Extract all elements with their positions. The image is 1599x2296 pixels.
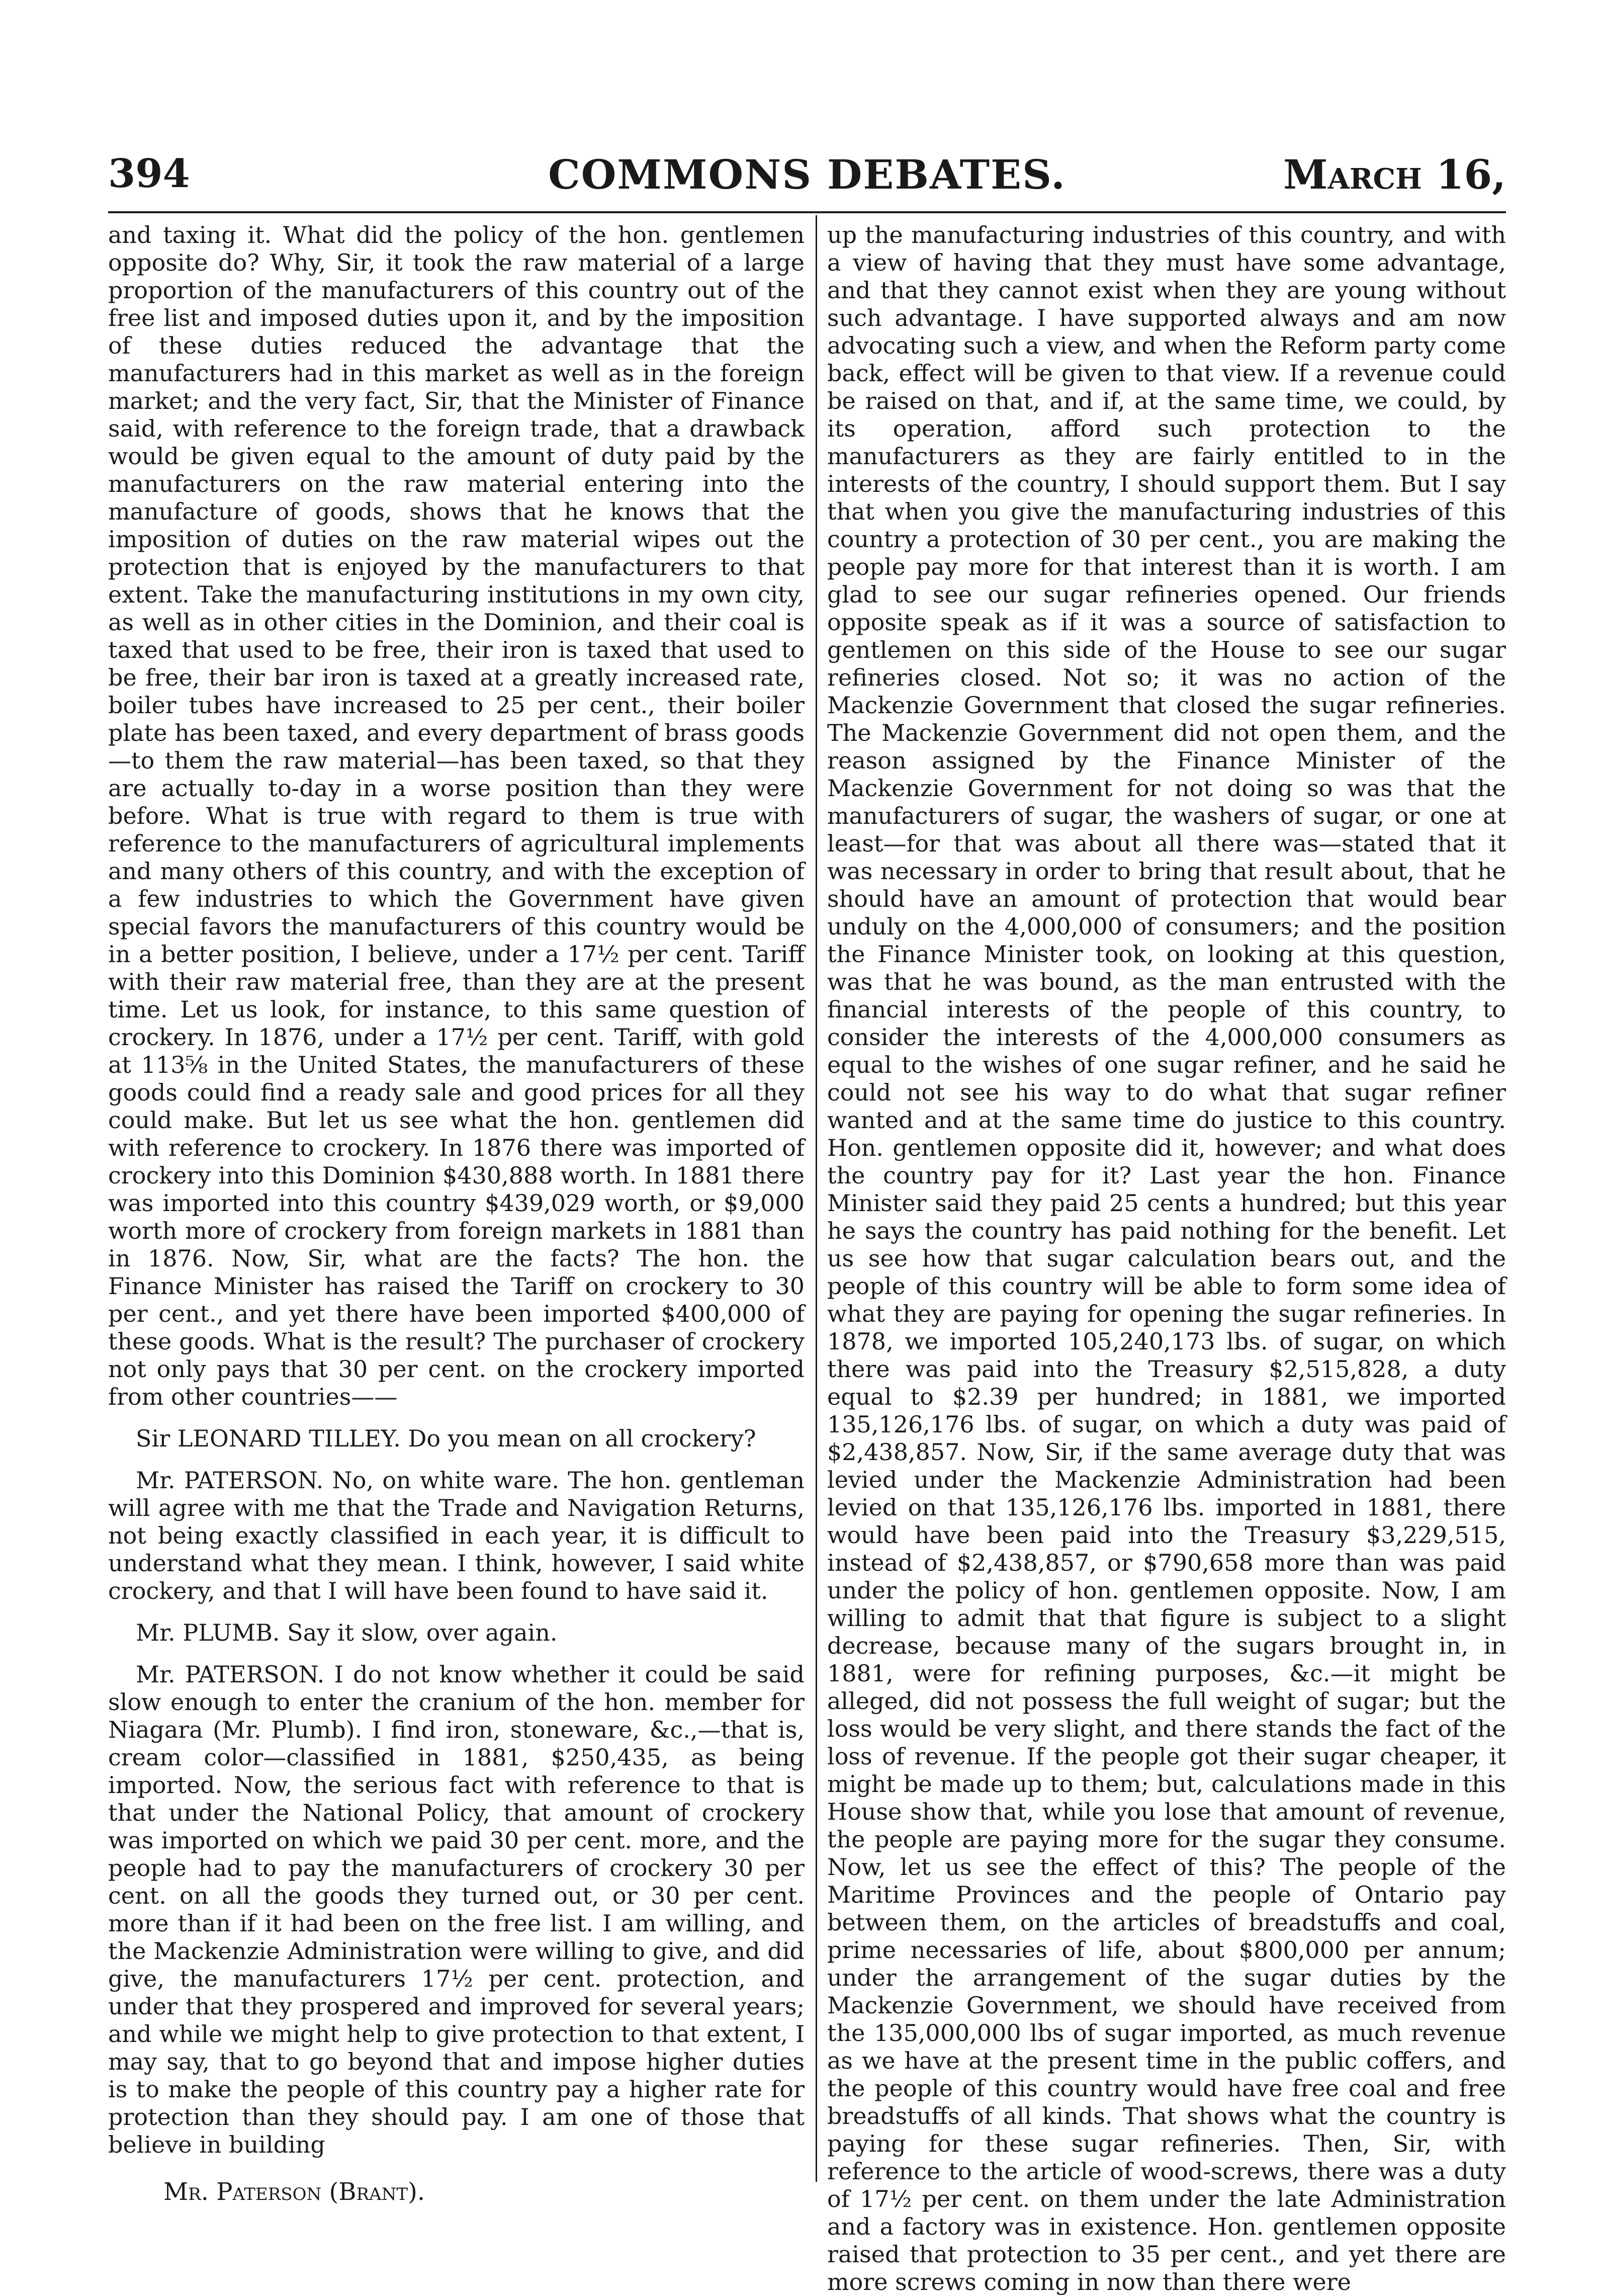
page-header bbox=[108, 151, 1506, 206]
footer-speaker-text: Mr. Paterson (Brant). bbox=[163, 2178, 425, 2206]
header-rule bbox=[108, 211, 1506, 213]
page-date bbox=[1283, 151, 1506, 198]
column-separator bbox=[816, 215, 817, 2182]
footer-speaker bbox=[163, 2178, 425, 2206]
paragraph: and taxing it. What did the policy of the hon. gentlemen opposite do? Why, Sir, it took the raw material of a large proportion of the manufacturers of this country out of the free list and imposed duties upon it, and by the imposition of these duties reduced the advantage that the manufacturers had in this market as well as in the foreign market; and the very fact, Sir, that the Minister of Finance said, with reference to the foreign trade, that a drawback would be given equal to the amount of duty paid by the manufacturers on the raw material entering into the manufacture of goods, shows that he knows that the imposition of duties on the raw material wipes out the protection that is enjoyed by the manufacturers to that extent. Take the manufacturing institutions in my own city, as well as in other cities in the Dominion, and their coal is taxed that used to be free, their iron is taxed that used to be free, their bar iron is taxed at a greatly increased rate, boiler tubes have increased to 25 per cent., their boiler plate has been taxed, and every department of brass goods—to them the raw material—has been taxed, so that they are actually to-day in a worse position than they were before. What is true with regard to them is true with reference to the manufacturers of agricultural implements and many others of this country, and with the exception of a few industries to which the Government have given special favors the manufacturers of this country would be in a better position, I believe, under a 17½ per cent. Tariff with their raw material free, than they are at the present time. Let us look, for instance, to this same question of crockery. In 1876, under a 17½ per cent. Tariff, with gold at 113⅝ in the United States, the manufacturers of these goods could find a ready sale and good prices for all they could make. But let us see what the hon. gentlemen did with reference to crockery. In 1876 there was imported of crockery into this Dominion $430,888 worth. In 1881 there was imported into this country $439,029 worth, or $9,000 worth more of crockery from foreign markets in 1881 than in 1876. Now, Sir, what are the facts? The hon. the Finance Minister has raised the Tariff on crockery to 30 per cent., and yet there have been imported $400,000 of these goods. What is the result? The purchaser of crockery not only pays that 30 per cent. on the crockery imported from other countries—— bbox=[108, 221, 805, 1410]
left-column bbox=[108, 221, 805, 2173]
right-column bbox=[827, 221, 1506, 2295]
page-number: 394 bbox=[108, 151, 190, 197]
paragraph: up the manufacturing industries of this country, and with a view of having that they must have some advantage, and that they cannot exist when they are young without such advantage. I have supported always and am now advocating such a view, and when the Reform party come back, effect will be given to that view. If a revenue could be raised on that, and if, at the same time, we could, by its operation, afford such protection to the manufacturers as they are fairly entitled to in the interests of the country, I should support them. But I say that when you give the manufacturing industries of this country a protection of 30 per cent., you are making the people pay more for that interest than it is worth. I am glad to see our sugar refineries opened. Our friends opposite speak as if it was a source of satisfaction to gentlemen on this side of the House to see our sugar refineries closed. Not so; it was no action of the Mackenzie Government that closed the sugar refineries. The Mackenzie Government did not open them, and the reason assigned by the Finance Minister of the Mackenzie Government for not doing so was that the manufacturers of sugar, the washers of sugar, or one at least—for that was about all there was—stated that it was necessary in order to bring that result about, that he should have an amount of protection that would bear unduly on the 4,000,000 of consumers; and the position the Finance Minister took, on looking at this question, was that he was bound, as the man entrusted with the financial interests of the people of this country, to consider the interests of the 4,000,000 consumers as equal to the wishes of one sugar refiner, and he said he could not see his way to do what that sugar refiner wanted and at the same time do justice to this country. Hon. gentlemen opposite did it, however; and what does the country pay for it? Last year the hon. Finance Minister said they paid 25 cents a hundred; but this year he says the country has paid nothing for the benefit. Let us see how that sugar calculation bears out, and the people of this country will be able to form some idea of what they are paying for opening the sugar refineries. In 1878, we imported 105,240,173 lbs. of sugar, on which there was paid into the Treasury $2,515,828, a duty equal to $2.39 per hundred; in 1881, we imported 135,126,176 lbs. of sugar, on which a duty was paid of $2,438,857. Now, Sir, if the same average duty that was levied under the Mackenzie Administration had been levied on that 135,126,176 lbs. imported in 1881, there would have been paid into the Treasury $3,229,515, instead of $2,438,857, or $790,658 more than was paid under the policy of hon. gentlemen opposite. Now, I am willing to admit that that figure is subject to a slight decrease, because many of the sugars brought in, in 1881, were for refining purposes, &c.—it might be alleged, did not possess the full weight of sugar; but the loss would be very slight, and there stands the fact of the loss of revenue. If the people got their sugar cheaper, it might be made up to them; but, calculations made in this House show that, while you lose that amount of revenue, the people are paying more for the sugar they consume. Now, let us see the effect of this? The people of the Maritime Provinces and the people of Ontario pay between them, on the articles of breadstuffs and coal, prime necessaries of life, about $800,000 per annum; under the arrangement of the sugar duties by the Mackenzie Government, we should have received from the 135,000,000 lbs of sugar imported, as much revenue as we have at the present time in the public coffers, and the people of this country would have free coal and free breadstuffs of all kinds. That shows what the country is paying for these sugar refineries. Then, Sir, with reference to the article of wood-screws, there was a duty of 17½ per cent. on them under the late Administration and a factory was in existence. Hon. gentlemen opposite raised that protection to 35 per cent., and yet there are more screws coming in now than there were bbox=[827, 221, 1506, 2295]
paragraph: Mr. PATERSON. I do not know whether it could be said slow enough to enter the cranium of the hon. member for Niagara (Mr. Plumb). I find iron, stoneware, &c.,—that is, cream color—classified in 1881, $250,435, as being imported. Now, the serious fact with reference to that is that under the National Policy, that amount of crockery was imported on which we paid 30 per cent. more, and the people had to pay the manufacturers of crockery 30 per cent. on all the goods they turned out, or 30 per cent. more than if it had been on the free list. I am willing, and the Mackenzie Administration were willing to give, and did give, the manufacturers 17½ per cent. protection, and under that they prospered and improved for several years; and while we might help to give protection to that extent, I may say, that to go beyond that and impose higher duties is to make the people of this country pay a higher rate for protection than they should pay. I am one of those that believe in building bbox=[108, 1661, 805, 2158]
page-title: COMMONS DEBATES. bbox=[548, 151, 1066, 198]
paragraph: Mr. PATERSON. No, on white ware. The hon. gentleman will agree with me that the Trade and Navigation Returns, not being exactly classified in each year, it is difficult to understand what they mean. I think, however, I said white crockery, and that I will have been found to have said it. bbox=[108, 1467, 805, 1604]
paragraph: Sir LEONARD TILLEY. Do you mean on all crockery? bbox=[136, 1425, 756, 1452]
paragraph: Mr. PLUMB. Say it slow, over again. bbox=[136, 1619, 558, 1646]
page-date-text: March 16, bbox=[1283, 151, 1506, 198]
